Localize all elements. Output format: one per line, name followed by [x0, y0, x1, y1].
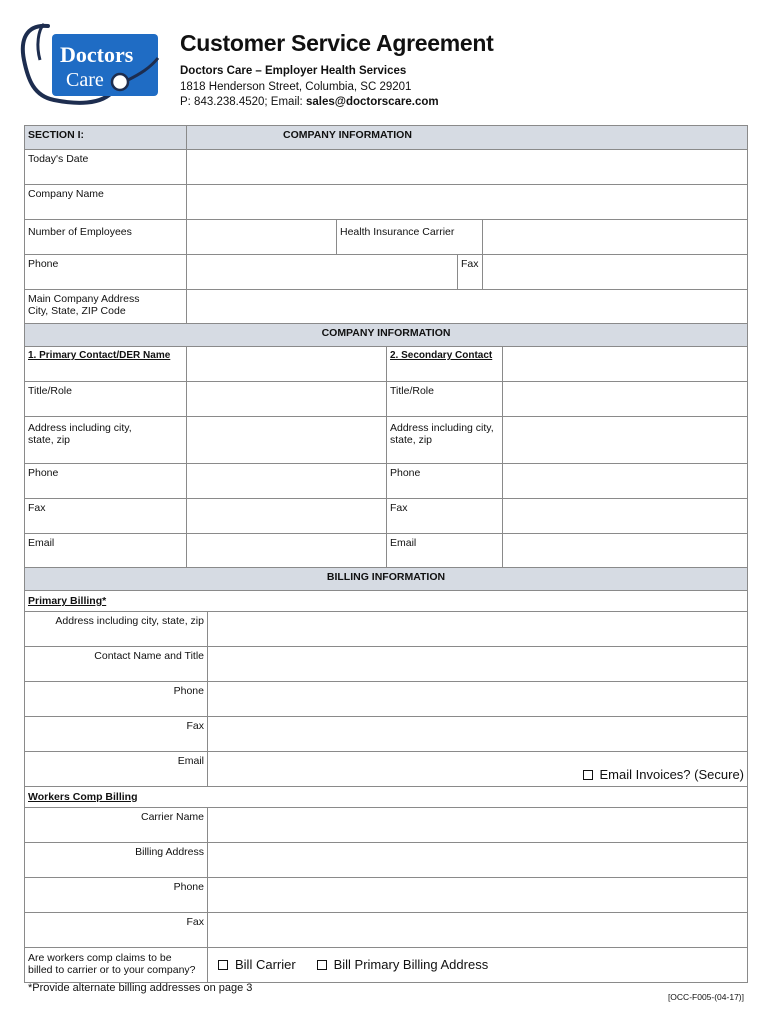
- phone-label: Phone: [25, 255, 187, 290]
- secondary-email-field[interactable]: [503, 534, 748, 569]
- billing-title: BILLING INFORMATION: [25, 568, 748, 591]
- primary-title-field[interactable]: [187, 382, 387, 417]
- wc-fax-field[interactable]: [208, 913, 748, 948]
- insurance-carrier-field[interactable]: [483, 220, 748, 255]
- secondary-email-label: Email: [387, 534, 503, 569]
- secondary-address-field[interactable]: [503, 417, 748, 464]
- billing-contact-field[interactable]: [208, 647, 748, 682]
- org-address: 1818 Henderson Street, Columbia, SC 29201: [180, 81, 412, 93]
- main-address-label: Main Company Address City, State, ZIP Code: [25, 290, 187, 325]
- billing-fax-field[interactable]: [208, 717, 748, 752]
- org-contact: P: 843.238.4520; Email: sales@doctorscare.com: [180, 96, 439, 108]
- carrier-name-field[interactable]: [208, 808, 748, 843]
- wc-claims-options: [208, 948, 748, 983]
- contacts-title: COMPANY INFORMATION: [25, 324, 748, 347]
- contacts-table: [24, 323, 748, 569]
- secondary-phone-field[interactable]: [503, 464, 748, 499]
- bill-primary-checkbox[interactable]: [317, 960, 327, 970]
- primary-email-label: Email: [25, 534, 187, 569]
- billing-table: [24, 567, 748, 983]
- bill-carrier-checkbox[interactable]: [218, 960, 228, 970]
- email-invoices-checkbox[interactable]: [583, 770, 593, 780]
- primary-billing-header: Primary Billing*: [25, 591, 748, 612]
- org-email: sales@doctorscare.com: [305, 96, 439, 108]
- billing-phone-label: Phone: [25, 682, 208, 717]
- billing-address-label: Address including city, state, zip: [25, 612, 208, 647]
- secondary-phone-label: Phone: [387, 464, 503, 499]
- doctors-care-logo: [18, 20, 160, 108]
- secondary-title-label: Title/Role: [387, 382, 503, 417]
- bill-carrier-label: Bill Carrier: [235, 956, 296, 972]
- primary-title-label: Title/Role: [25, 382, 187, 417]
- billing-contact-label: Contact Name and Title: [25, 647, 208, 682]
- company-info-table: [24, 125, 748, 325]
- org-name: Doctors Care – Employer Health Services: [180, 65, 407, 77]
- secondary-title-field[interactable]: [503, 382, 748, 417]
- section-label: SECTION I:: [25, 126, 187, 150]
- footnote: *Provide alternate billing addresses on page 3: [28, 982, 253, 994]
- fax-field[interactable]: [483, 255, 748, 290]
- todays-date-field[interactable]: [187, 150, 748, 185]
- wc-phone-field[interactable]: [208, 878, 748, 913]
- primary-phone-field[interactable]: [187, 464, 387, 499]
- primary-address-field[interactable]: [187, 417, 387, 464]
- billing-email-field[interactable]: [208, 752, 748, 787]
- secondary-fax-field[interactable]: [503, 499, 748, 534]
- wc-fax-label: Fax: [25, 913, 208, 948]
- primary-address-label: Address including city, state, zip: [25, 417, 187, 464]
- svg-text:Care: Care: [66, 69, 104, 91]
- wc-billing-address-field[interactable]: [208, 843, 748, 878]
- primary-phone-label: Phone: [25, 464, 187, 499]
- billing-address-field[interactable]: [208, 612, 748, 647]
- section-title: COMPANY INFORMATION: [187, 126, 748, 150]
- secondary-fax-label: Fax: [387, 499, 503, 534]
- secondary-contact-field[interactable]: [503, 347, 748, 382]
- secondary-contact-header: 2. Secondary Contact: [387, 347, 503, 382]
- primary-email-field[interactable]: [187, 534, 387, 569]
- primary-fax-field[interactable]: [187, 499, 387, 534]
- company-name-field[interactable]: [187, 185, 748, 220]
- primary-fax-label: Fax: [25, 499, 187, 534]
- phone-field[interactable]: [187, 255, 458, 290]
- document-title: Customer Service Agreement: [180, 30, 494, 56]
- primary-contact-field[interactable]: [187, 347, 387, 382]
- company-name-label: Company Name: [25, 185, 187, 220]
- email-invoices-label: Email Invoices? (Secure): [599, 767, 744, 782]
- carrier-name-label: Carrier Name: [25, 808, 208, 843]
- insurance-carrier-label: Health Insurance Carrier: [337, 220, 483, 255]
- bill-primary-label: Bill Primary Billing Address: [333, 956, 489, 972]
- primary-contact-header: 1. Primary Contact/DER Name: [25, 347, 187, 382]
- billing-phone-field[interactable]: [208, 682, 748, 717]
- wc-claims-question: Are workers comp claims to be billed to carrier or to your company?: [25, 948, 208, 983]
- wc-billing-address-label: Billing Address: [25, 843, 208, 878]
- svg-text:Doctors: Doctors: [60, 42, 134, 67]
- form-code: [OCC-F005-(04-17)]: [667, 992, 744, 1002]
- secondary-address-label: Address including city, state, zip: [387, 417, 503, 464]
- fax-label: Fax: [458, 255, 483, 290]
- billing-fax-label: Fax: [25, 717, 208, 752]
- billing-email-label: Email: [25, 752, 208, 787]
- todays-date-label: Today's Date: [25, 150, 187, 185]
- num-employees-label: Number of Employees: [25, 220, 187, 255]
- wc-phone-label: Phone: [25, 878, 208, 913]
- num-employees-field[interactable]: [187, 220, 337, 255]
- workers-comp-header: Workers Comp Billing: [25, 787, 748, 808]
- main-address-field[interactable]: [187, 290, 748, 325]
